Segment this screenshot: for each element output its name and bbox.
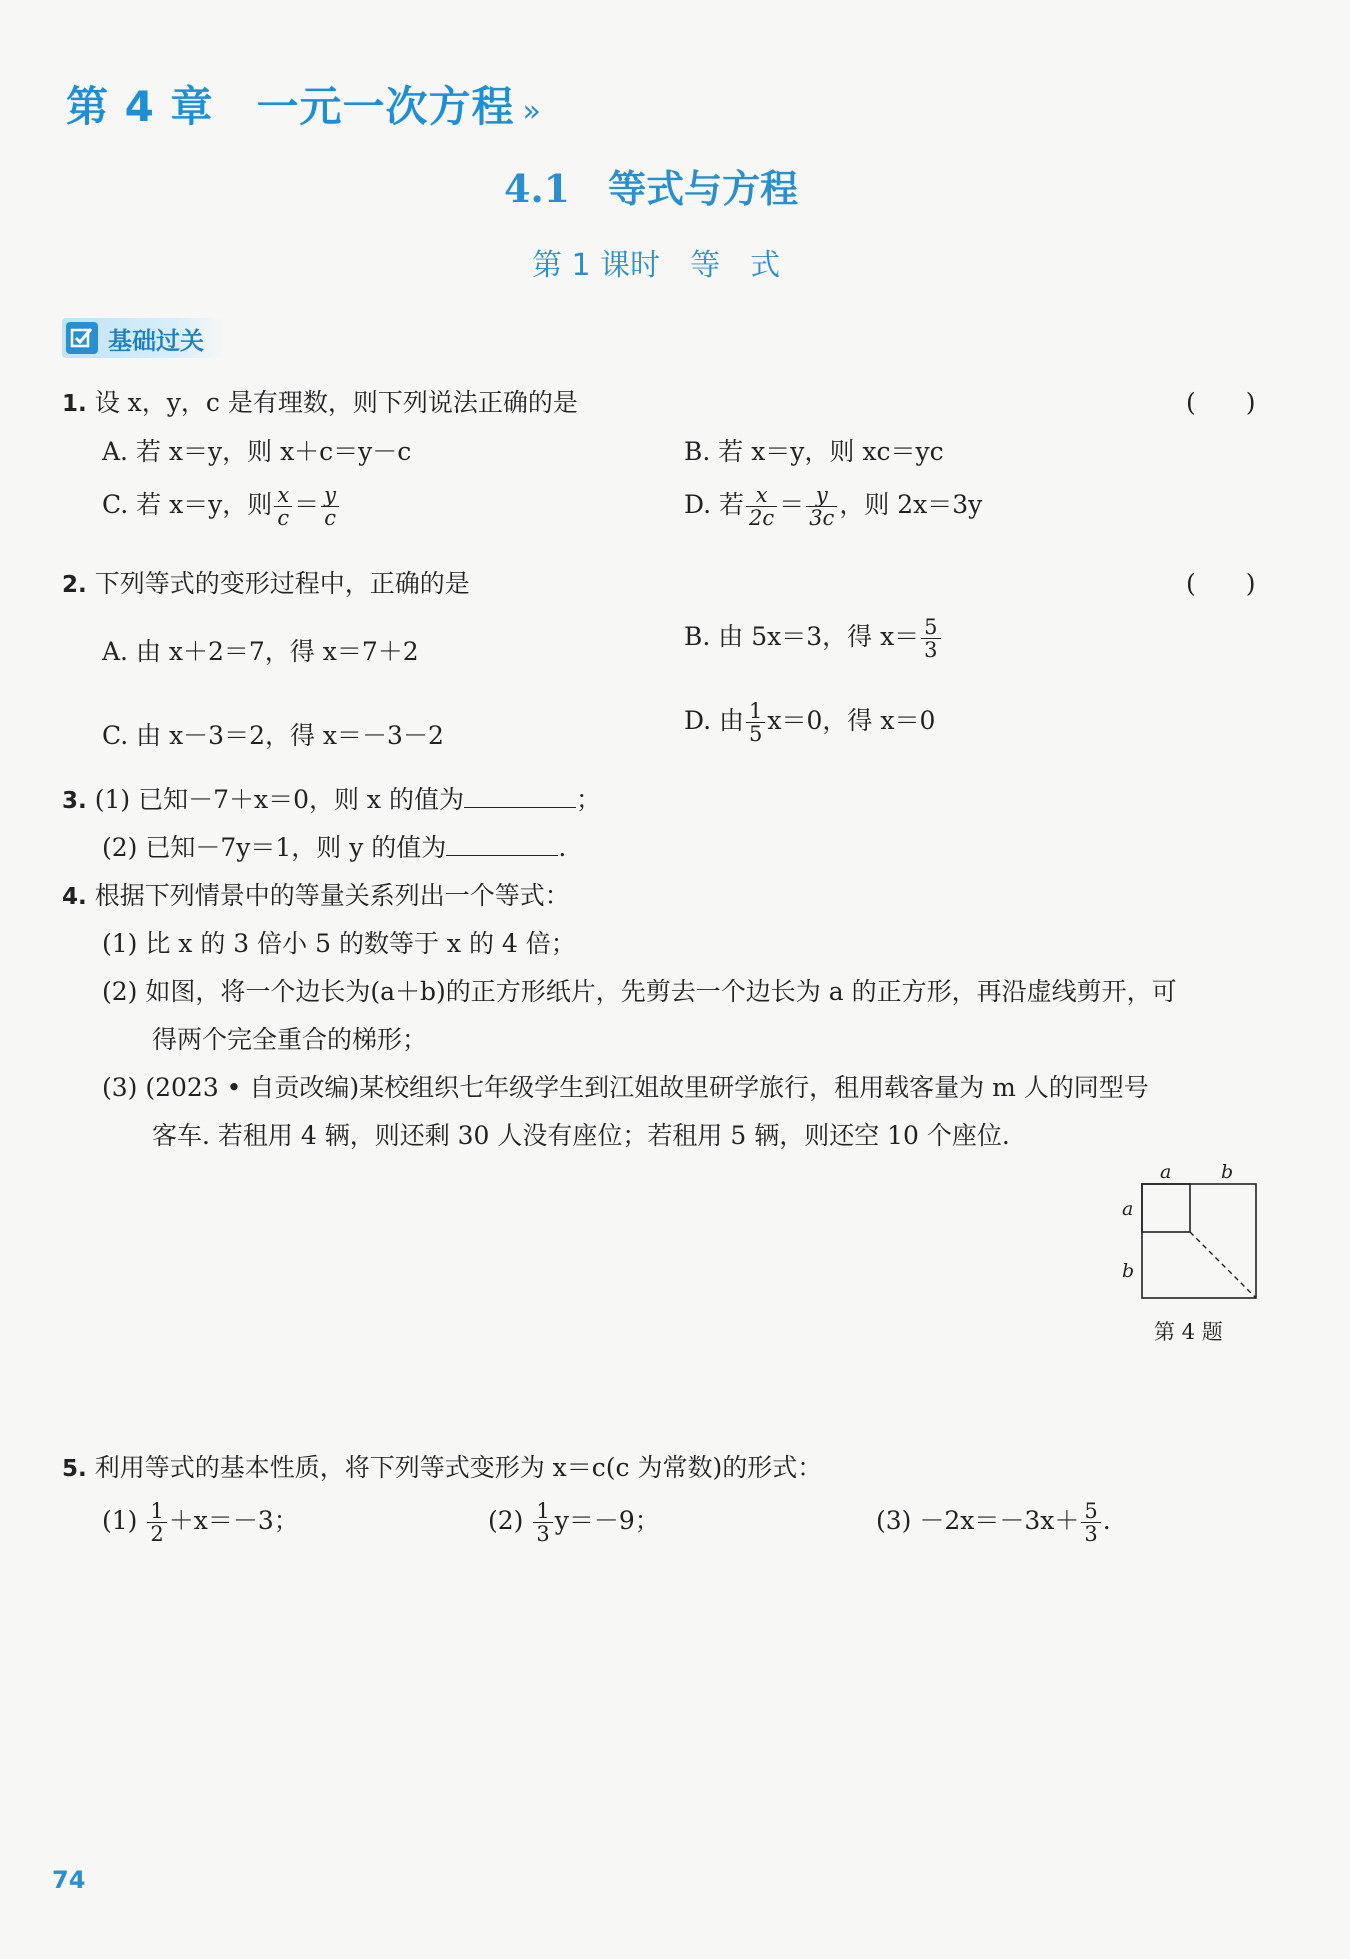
fraction [921,616,940,661]
question-text: 设 x，y，c 是有理数，则下列说法正确的是 [94,388,578,417]
question-5-part-1 [102,1500,299,1545]
fraction [746,700,765,745]
square-figure [1118,1160,1268,1350]
question-4-stem [62,876,570,912]
section-badge [62,318,224,358]
fraction [806,484,837,529]
option-d [684,700,935,745]
question-4-part-2-line-1: (2) 如图，将一个边长为(a＋b)的正方形纸片，先剪去一个边长为 a 的正方形，再沿虚线剪开，可 [102,977,1177,1006]
question-1-stem [62,383,578,419]
question-2-stem [62,564,470,600]
fraction [274,484,292,529]
numerator: 5 [921,616,940,639]
denominator: 3 [924,638,938,663]
option-c-text: C. 若 x＝y，则 [102,490,273,520]
numerator: y [806,484,837,507]
question-4-part-3-line-1: (3) (2023 • 自贡改编)某校组织七年级学生到江姐故里研学旅行，租用载客量为 m 人的同型号 [102,1073,1149,1102]
equation-text: y＝－9； [554,1506,660,1536]
fraction [533,1500,552,1545]
equation-text: ＋x＝－3； [168,1506,299,1536]
chapter-title [66,74,542,134]
numerator: x [746,484,777,507]
question-4-part-2-line-2: 得两个完全重合的梯形； [152,1025,428,1054]
question-text: (2) 已知－7y＝1，则 y 的值为 [102,833,447,862]
question-number: 1. [62,391,87,417]
question-text: 利用等式的基本性质，将下列等式变形为 x＝c(c 为常数)的形式： [94,1453,823,1482]
denominator: c [324,506,336,531]
question-4-part-3-line-2: 客车. 若租用 4 辆，则还剩 30 人没有座位；若租用 5 辆，则还空 10 个座位. [152,1121,1010,1150]
question-4-part-1: (1) 比 x 的 3 倍小 5 的数等于 x 的 4 倍； [102,929,576,958]
equation-text: (3) －2x＝－3x＋ [876,1506,1080,1536]
fraction [147,1500,166,1545]
square-diagram [1118,1160,1268,1310]
option-d-suffix: x＝0，得 x＝0 [767,706,936,736]
section-title: 4.1 等式与方程 [504,166,799,211]
fraction [746,484,777,529]
question-3-part-1 [62,780,601,816]
question-text: (1) 已知－7＋x＝0，则 x 的值为 [94,785,464,814]
numerator: 1 [746,700,765,723]
option-b-text: B. 由 5x＝3，得 x＝ [684,622,920,652]
label-top-a: a [1160,1161,1172,1183]
punctuation: . [1102,1506,1111,1536]
chevron-right-icon: » [522,94,542,129]
part-label: (2) [488,1506,524,1536]
punctuation: . [558,833,567,862]
equals-sign: ＝ [294,490,320,520]
label-left-a: a [1122,1198,1134,1220]
question-number: 4. [62,884,87,910]
option-b: B. 若 x＝y，则 xc＝yc [684,437,944,466]
question-5-part-3 [876,1500,1111,1545]
option-d-text: D. 若 [684,490,745,520]
option-a: A. 若 x＝y，则 x＋c＝y－c [102,437,412,466]
numerator: 5 [1081,1500,1100,1523]
option-c [102,484,341,529]
option-d [684,484,982,529]
option-c: C. 由 x－3＝2，得 x＝－3－2 [102,721,444,750]
question-3-part-2 [102,828,566,864]
denominator: 5 [749,722,763,747]
question-number: 5. [62,1456,87,1482]
question-5-part-2 [488,1500,660,1545]
lesson-title: 第 1 课时 等 式 [532,248,781,283]
label-left-b: b [1122,1260,1135,1282]
part-label: (1) [102,1506,138,1536]
checkbox-icon [66,322,98,354]
numerator: y [321,484,339,507]
option-a: A. 由 x＋2＝7，得 x＝7＋2 [102,637,419,666]
question-text: 根据下列情景中的等量关系列出一个等式： [94,881,570,910]
denominator: 2c [749,506,775,531]
question-number: 2. [62,572,87,598]
denominator: 3 [1084,1522,1098,1547]
numerator: 1 [533,1500,552,1523]
numerator: 1 [147,1500,166,1523]
option-d-text: D. 由 [684,706,745,736]
question-text: 下列等式的变形过程中，正确的是 [94,569,470,598]
page-number: 74 [52,1866,86,1894]
badge-label: 基础过关 [108,326,204,355]
numerator: x [274,484,292,507]
denominator: c [277,506,290,531]
denominator: 3c [809,506,835,531]
answer-blank[interactable] [446,833,558,856]
chapter-title-text: 第 4 章 一元一次方程 [66,82,515,131]
denominator: 2 [150,1522,164,1547]
question-5-stem [62,1448,822,1484]
fraction [321,484,339,529]
denominator: 3 [536,1522,550,1547]
figure-caption: 第 4 题 [1154,1320,1223,1344]
option-d-suffix: ，则 2x＝3y [839,490,983,520]
answer-paren: ( ) [1186,388,1256,417]
equals-sign: ＝ [779,490,805,520]
answer-paren: ( ) [1186,569,1256,598]
fraction [1081,1500,1100,1545]
punctuation: ； [575,785,601,814]
answer-blank[interactable] [464,785,576,808]
option-b [684,616,943,661]
label-top-b: b [1221,1161,1234,1183]
question-number: 3. [62,788,87,814]
